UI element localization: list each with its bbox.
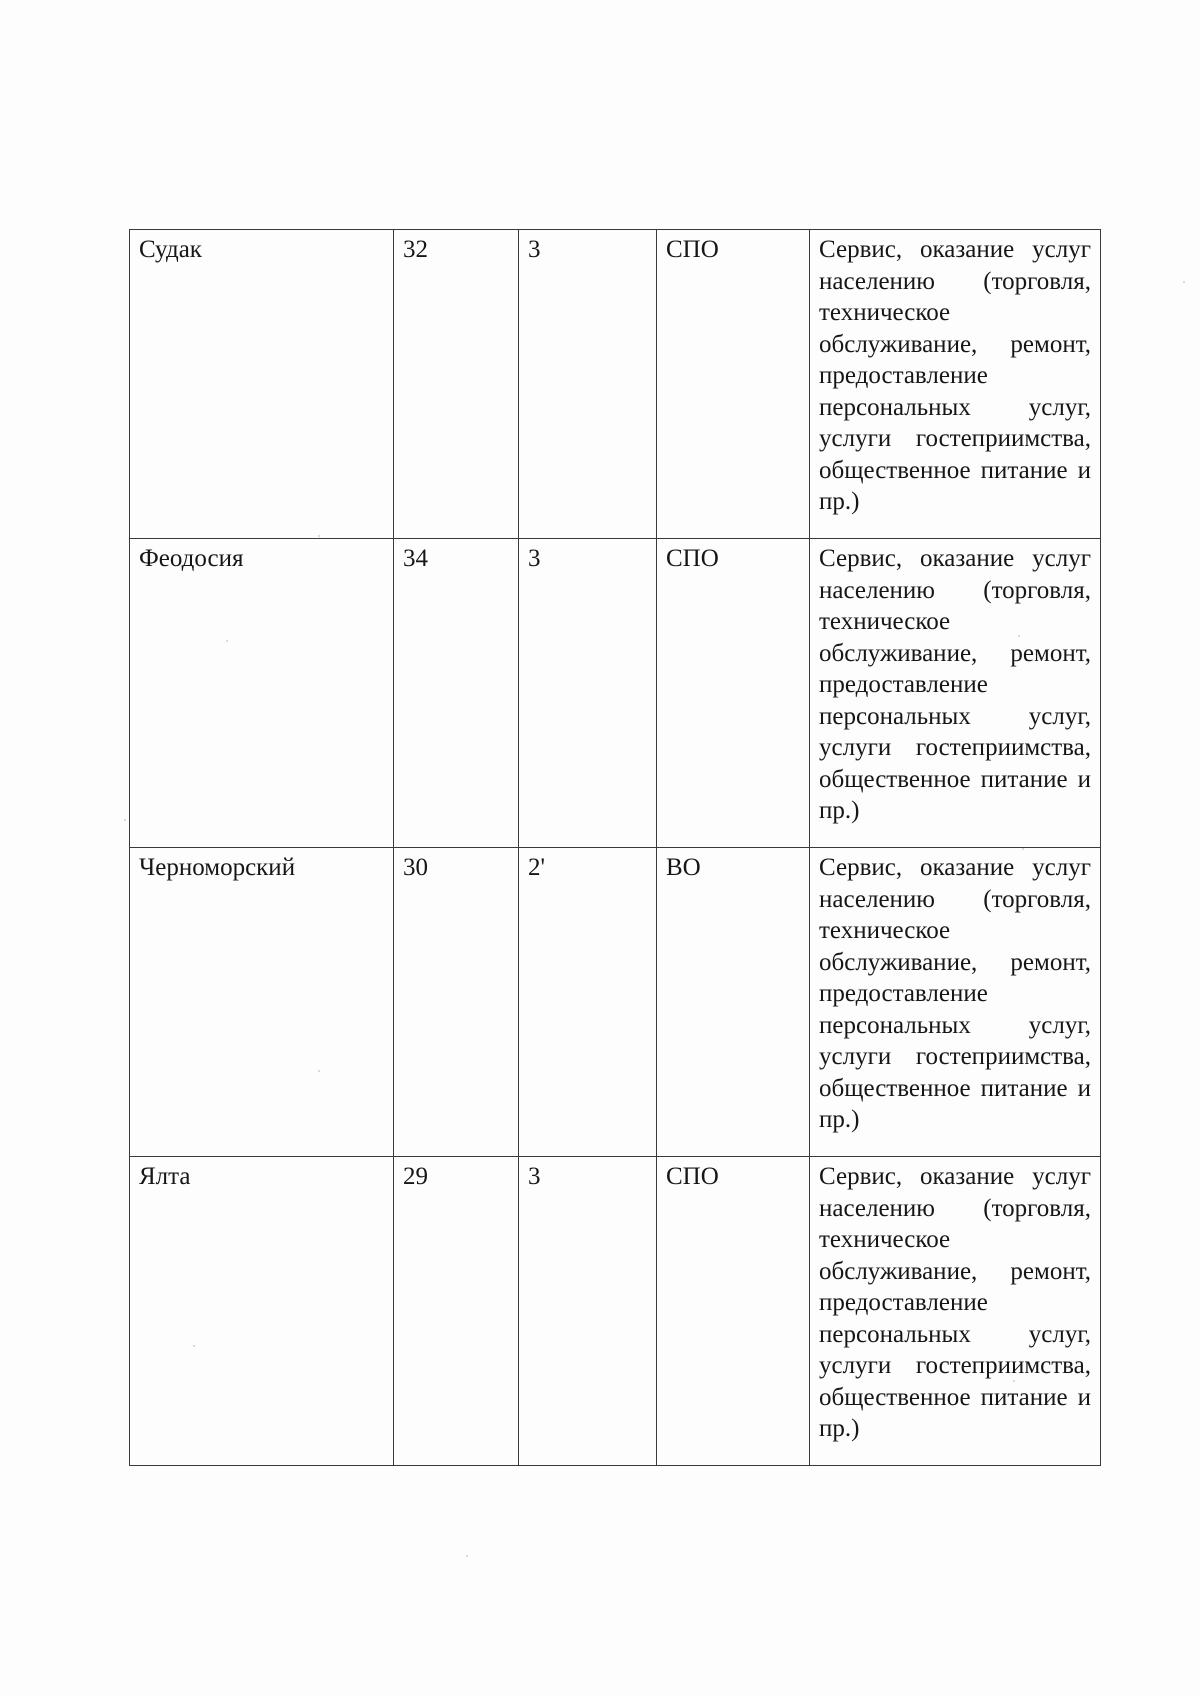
education-level-cell: [657, 1157, 810, 1466]
education-level-text: СПО: [666, 236, 719, 263]
count-text: 34: [403, 545, 428, 572]
count-cell: [394, 848, 519, 1157]
years-cell: [519, 539, 657, 848]
sphere-cell: [810, 230, 1101, 539]
sphere-cell: [810, 848, 1101, 1157]
district-text: Ялта: [139, 1163, 191, 1190]
table-row: [130, 230, 1101, 539]
years-cell: [519, 1157, 657, 1466]
education-level-cell: [657, 230, 810, 539]
count-cell: [394, 539, 519, 848]
table-row: [130, 1157, 1101, 1466]
years-text: 3: [528, 236, 541, 263]
count-cell: [394, 1157, 519, 1466]
sphere-text: Сервис, оказание услуг населению (торговля, техническое обслуживание, ремонт, предоставление персональных услуг, услуги гостеприимства, общественное питание и пр.): [819, 236, 1091, 515]
sphere-text: Сервис, оказание услуг населению (торговля, техническое обслуживание, ремонт, предоставление персональных услуг, услуги гостеприимства, общественное питание и пр.): [819, 1163, 1091, 1442]
sphere-text: Сервис, оказание услуг населению (торговля, техническое обслуживание, ремонт, предоставление персональных услуг, услуги гостеприимства, общественное питание и пр.): [819, 854, 1091, 1133]
district-text: Судак: [139, 236, 202, 263]
count-text: 30: [403, 854, 428, 881]
sphere-cell: [810, 539, 1101, 848]
education-level-text: СПО: [666, 1163, 719, 1190]
years-cell: [519, 848, 657, 1157]
count-text: 32: [403, 236, 428, 263]
education-level-text: ВО: [666, 854, 701, 881]
specialty-table: [129, 229, 1101, 1466]
table-row: [130, 539, 1101, 848]
district-cell: [130, 848, 394, 1157]
education-level-cell: [657, 848, 810, 1157]
years-text: 2': [528, 854, 546, 881]
count-text: 29: [403, 1163, 428, 1190]
district-cell: [130, 1157, 394, 1466]
district-cell: [130, 539, 394, 848]
count-cell: [394, 230, 519, 539]
years-cell: [519, 230, 657, 539]
years-text: 3: [528, 545, 541, 572]
district-cell: [130, 230, 394, 539]
district-text: Черноморский: [139, 854, 296, 881]
sphere-text: Сервис, оказание услуг населению (торговля, техническое обслуживание, ремонт, предоставление персональных услуг, услуги гостеприимства, общественное питание и пр.): [819, 545, 1091, 824]
district-text: Феодосия: [139, 545, 244, 572]
education-level-cell: [657, 539, 810, 848]
years-text: 3: [528, 1163, 541, 1190]
table-row: [130, 848, 1101, 1157]
education-level-text: СПО: [666, 545, 719, 572]
sphere-cell: [810, 1157, 1101, 1466]
